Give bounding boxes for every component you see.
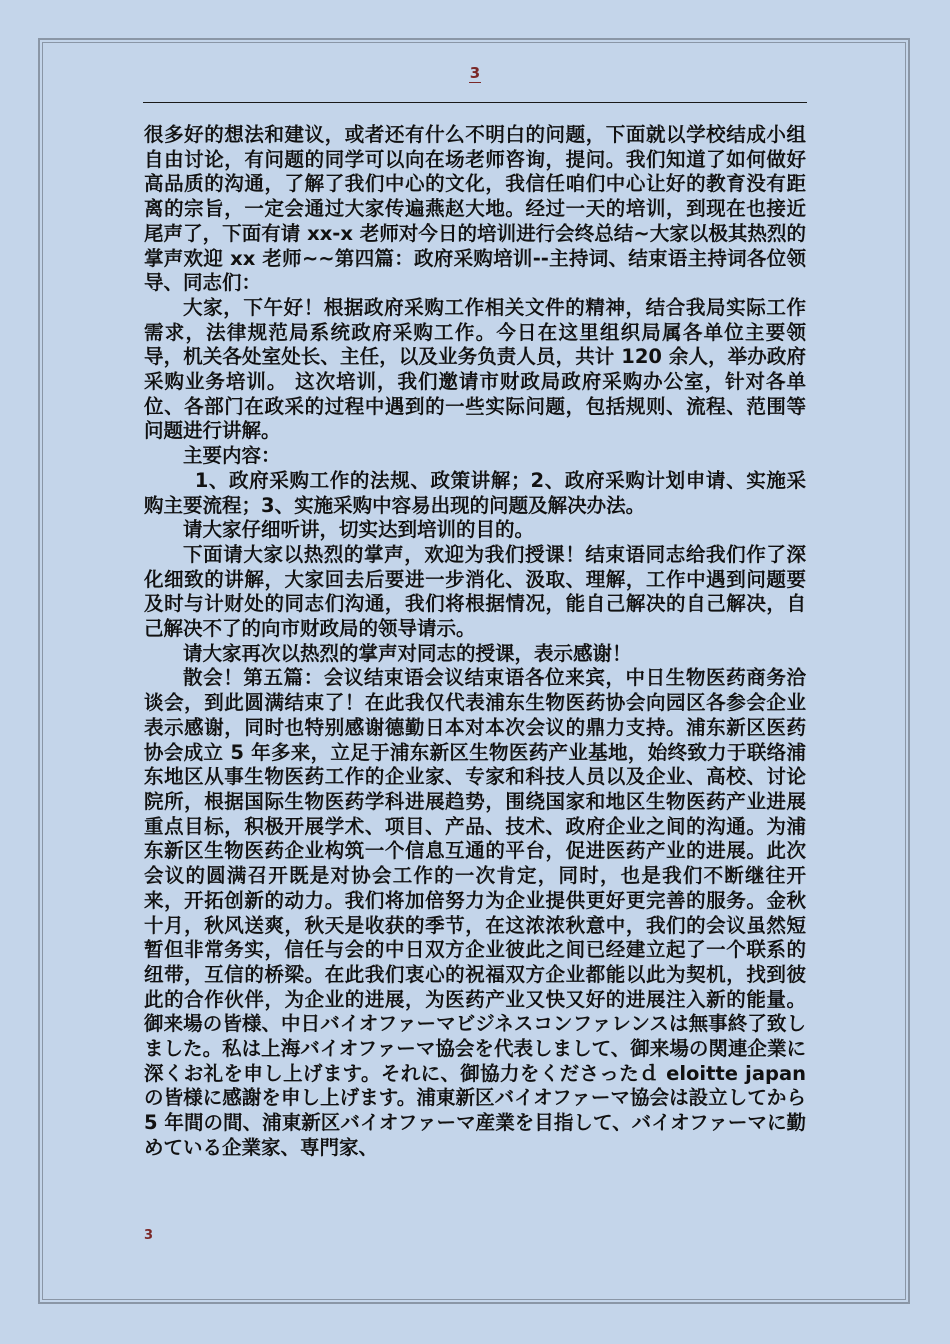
paragraph: 很多好的想法和建议，或者还有什么不明白的问题，下面就以学校结成小组自由讨论，有问题的同学可以向在场老师咨询，提问。我们知道了如何做好高品质的沟通，了解了我们中心的文化，我信任咱们中心让好的教育没有距离的宗旨，一定会通过大家传遍燕赵大地。经过一天的培训，到现在也接近尾声了，下面有请 xx-x 老师对今日的培训进行会终总结~大家以极其热烈的掌声欢迎 xx 老师~~第四篇：政府采购培训--主持词、结束语主持词各位领导、同志们：	[144, 123, 806, 295]
paragraph: 散会！第五篇：会议结束语会议结束语各位来宾，中日生物医药商务洽谈会，到此圆满结束了！在此我仅代表浦东生物医药协会向园区各参会企业表示感谢，同时也特别感谢德勤日本对本次会议的鼎力支持。浦东新区医药协会成立 5 年多来，立足于浦东新区生物医药产业基地，始终致力于联络浦东地区从事生物医药工作的企业家、专家和科技人员以及企业、高校、讨论院所，根据国际生物医药学科进展趋势，围绕国家和地区生物医药产业进展重点目标，积极开展学术、项目、产品、技术、政府企业之间的沟通。为浦东新区生物医药企业构筑一个信息互通的平台，促进医药产业的进展。此次会议的圆满召开既是对协会工作的一次肯定，同时，也是我们不断继往开来，开拓创新的动力。我们将加倍努力为企业提供更好更完善的服务。金秋十月，秋风送爽，秋天是收获的季节，在这浓浓秋意中，我们的会议虽然短暂但非常务实，信任与会的中日双方企业彼此之间已经建立起了一个联系的纽带，互信的桥梁。在此我们衷心的祝福双方企业都能以此为契机，找到彼此的合作伙伴，为企业的进展，为医药产业又快又好的进展注入新的能量。御来場の皆様、中日バイオファーマビジネスコンファレンスは無事終了致しました。私は上海バイオファーマ協会を代表しまして、御来場の関連企業に深くお礼を申し上げます。それに、御協力をくださったｄ eloitte japan の皆様に感謝を申し上げます。浦東新区バイオファーマ協会は設立してから 5 年間の間、浦東新区バイオファーマ産業を目指して、バイオファーマに勤めている企業家、専門家、	[144, 666, 806, 1159]
document-body	[144, 123, 806, 1161]
paragraph: 请大家仔细听讲，切实达到培训的目的。	[183, 518, 535, 542]
paragraph: 下面请大家以热烈的掌声，欢迎为我们授课！结束语同志给我们作了深化细致的讲解，大家回去后要进一步消化、汲取、理解，工作中遇到问题要及时与计财处的同志们沟通，我们将根据情况，能自己解决的自己解决，自己解决不了的向市财政局的领导请示。	[144, 542, 806, 641]
page-header	[0, 64, 950, 82]
header-page-number: 3	[469, 64, 481, 82]
paragraph: 大家，下午好！根据政府采购工作相关文件的精神，结合我局实际工作需求，法律规范局系统政府采购工作。今日在这里组织局属各单位主要领导，机关各处室处长、主任，以及业务负责人员，共计 120 余人，举办政府采购业务培训。 这次培训，我们邀请市财政局政府采购办公室，针对各单位、各部门在政采的过程中遇到的一些实际问题，包括规则、流程、范围等问题进行讲解。	[144, 295, 806, 443]
paragraph: 请大家再次以热烈的掌声对同志的授课，表示感谢！	[183, 641, 632, 665]
footer-page-number: 3	[144, 1228, 154, 1243]
paragraph: 主要内容：	[183, 444, 281, 468]
paragraph: 1、政府采购工作的法规、政策讲解；2、政府采购计划申请、实施采购主要流程；3、实施采购中容易出现的问题及解决办法。	[144, 468, 806, 517]
header-rule	[143, 102, 807, 103]
